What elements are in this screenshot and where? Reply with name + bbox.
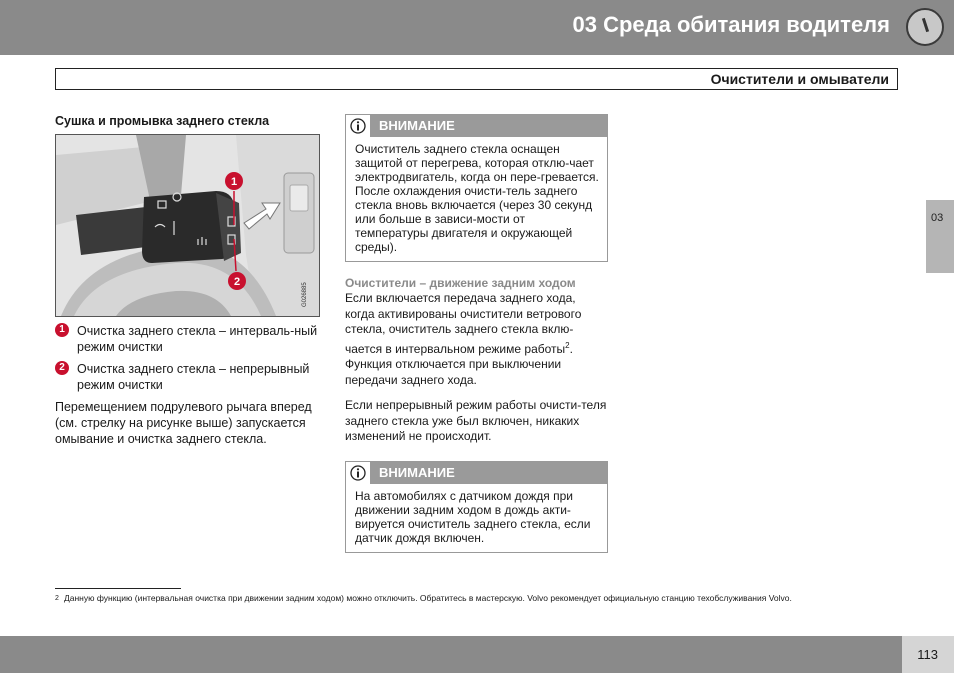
chapter-side-tab[interactable]	[926, 200, 954, 273]
warning-title: ВНИМАНИЕ	[379, 118, 455, 133]
left-column	[55, 112, 320, 447]
footnote-mark: 2	[55, 595, 59, 602]
callout-badge-1: 1	[55, 323, 69, 337]
chapter-title: 03 Среда обитания водителя	[572, 12, 890, 37]
warning-text: Очиститель заднего стекла оснащен защитой от перегрева, которая отклю-чает электродвигатель, когда он пере-гревается. После охлаждения очисти-тель заднего стекла вновь включается (через 30 секунд или больше в зависи-мости от температуры двигателя и окружающей среды).	[355, 142, 599, 254]
warning-box-1	[345, 114, 608, 262]
wiper-lever-illustration	[55, 134, 320, 317]
reverse-paragraph-1-text: Если включается передача заднего хода, когда активированы очистители ветрового стекла, очиститель заднего стекла вклю-чается в интервальном режиме работы	[345, 291, 582, 356]
callout-2-label: 2	[233, 276, 241, 288]
warning-text: На автомобилях с датчиком дождя при движении задним ходом в дождь акти-вируется очиститель заднего стекла, если датчик дождя включен.	[355, 488, 591, 545]
page-number: 113	[917, 647, 938, 662]
side-tab-label: 03	[931, 212, 944, 224]
subheading: Очистители – движение задним ходом	[345, 276, 576, 290]
reverse-paragraph-1-tail: . Функция отключается при выключении передачи заднего хода.	[345, 341, 573, 387]
footnote	[55, 593, 885, 604]
footnote-text: Данную функцию (интервальная очистка при движении задним ходом) можно отключить. Обратитесь в мастерскую. Volvo рекомендует официальную станцию техобслуживания Volvo.	[64, 593, 792, 603]
callout-badge-2: 2	[55, 361, 69, 375]
info-icon	[350, 465, 366, 481]
callout-1-label: 1	[230, 176, 238, 188]
reverse-paragraph-2: Если непрерывный режим работы очисти-теля заднего стекла уже был включен, никаких изменений не происходит.	[345, 398, 607, 443]
caption-text-2: Очистка заднего стекла – непрерывный режим очистки	[77, 362, 310, 392]
footnote-ref[interactable]: 2	[565, 340, 570, 350]
warning-title: ВНИМАНИЕ	[379, 464, 455, 480]
section-title: Очистители и омыватели	[710, 71, 889, 87]
warning-header	[346, 462, 607, 484]
footer-bar	[0, 636, 954, 673]
chapter-header-bar	[0, 0, 954, 55]
speedometer-icon	[906, 8, 944, 46]
caption-text-1: Очистка заднего стекла – интерваль-ный режим очистки	[77, 324, 318, 354]
body-paragraph: Перемещением подрулевого рычага вперед (см. стрелку на рисунке выше) запускается омывание и очистка заднего стекла.	[55, 400, 312, 446]
reverse-paragraph-1	[345, 291, 608, 388]
section-heading: Сушка и промывка заднего стекла	[55, 114, 270, 128]
caption-item-2	[55, 361, 320, 393]
info-icon	[350, 118, 366, 134]
footnote-divider	[55, 588, 181, 589]
wiper-lever-drawing	[56, 135, 319, 316]
warning-header	[346, 115, 607, 137]
figure-code: G026885	[302, 282, 308, 307]
warning-box-2	[345, 461, 608, 553]
section-header	[55, 68, 898, 90]
right-column	[345, 114, 608, 553]
page-number-box	[902, 636, 954, 673]
caption-item-1	[55, 323, 320, 355]
